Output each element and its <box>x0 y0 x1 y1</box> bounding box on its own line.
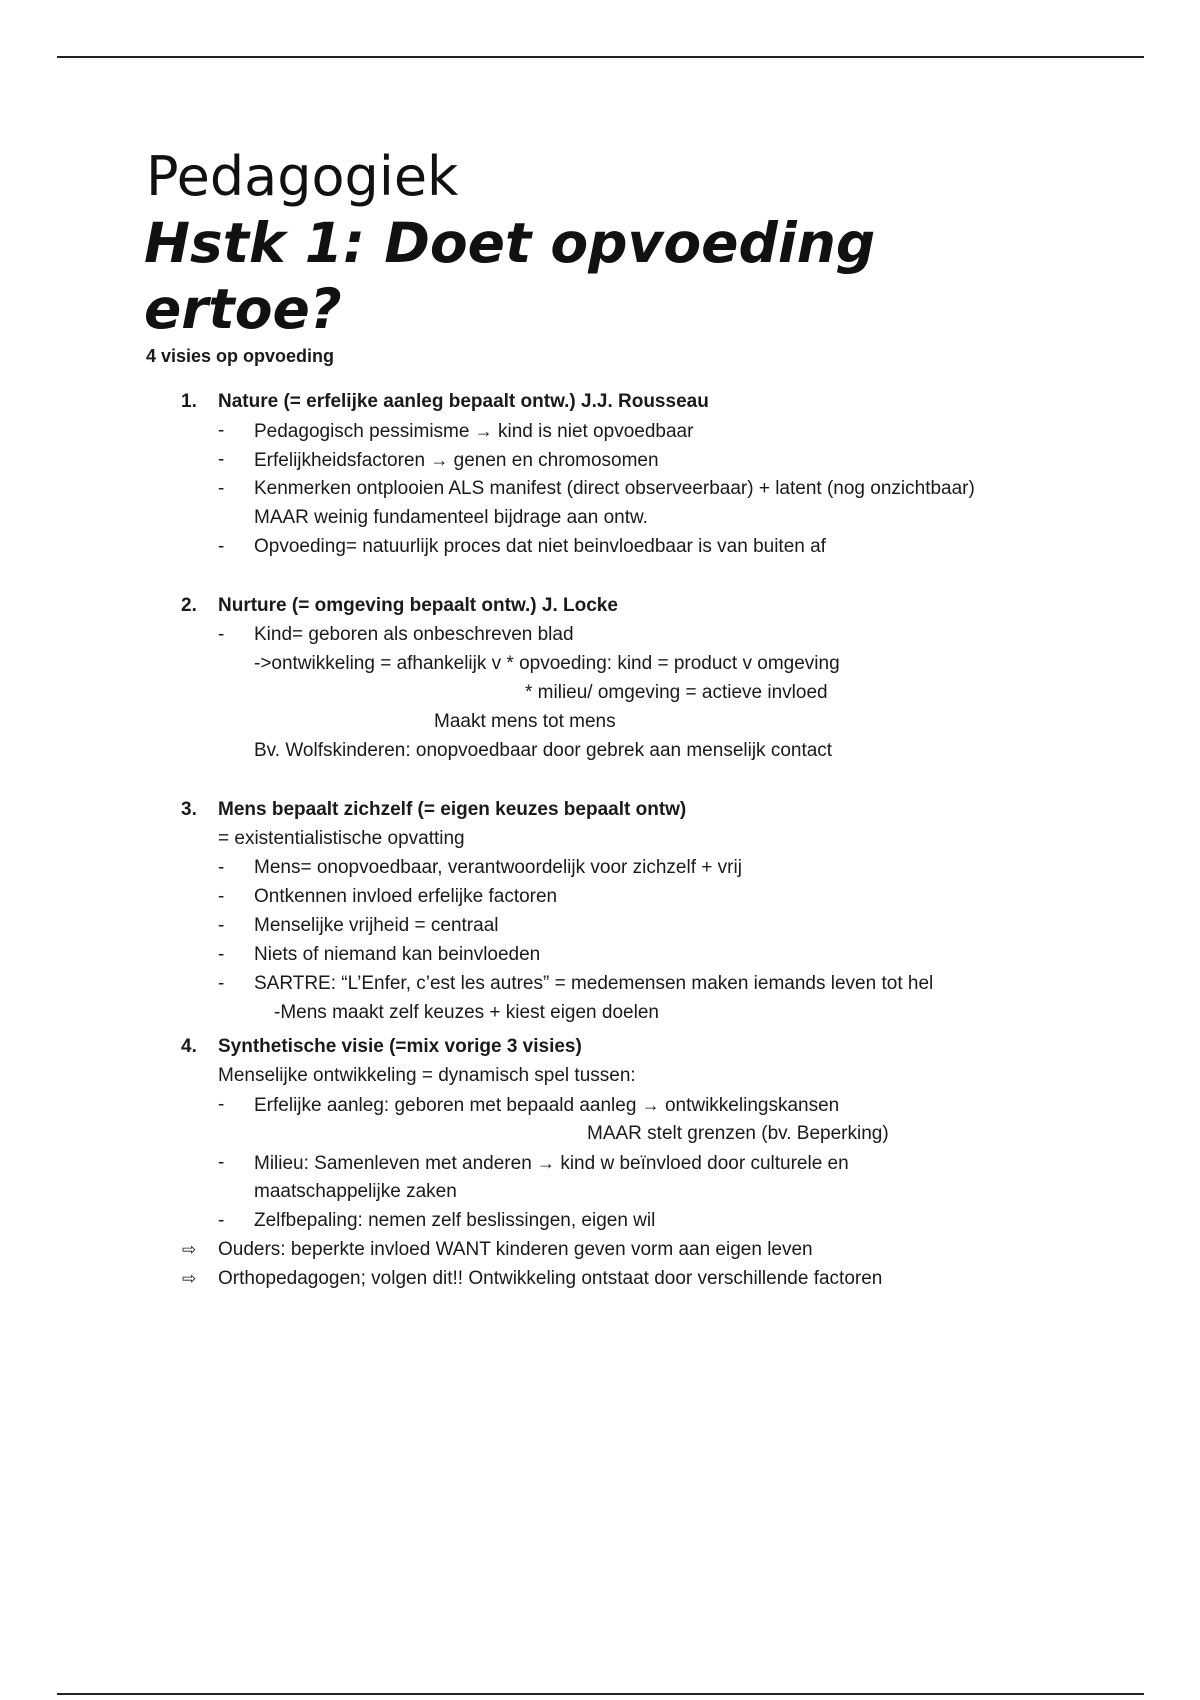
section4-subtitle: Menselijke ontwikkeling = dynamisch spel tussen: <box>218 1065 636 1086</box>
section1-bullet2 <box>254 447 659 474</box>
chapter-heading-line2: ertoe? <box>144 277 342 341</box>
subtitle: 4 visies op opvoeding <box>146 346 335 366</box>
bullet-dash: - <box>218 536 225 557</box>
section4-title: Synthetische visie (=mix vorige 3 visies) <box>218 1036 582 1057</box>
chapter-heading <box>144 210 1044 342</box>
conclusion-parents: Ouders: beperkte invloed WANT kinderen geven vorm aan eigen leven <box>218 1239 813 1260</box>
footer-rule <box>57 1693 1144 1695</box>
section4-bullet1-text: Erfelijke aanleg: geboren met bepaald aanleg <box>254 1095 637 1116</box>
section3-number: 3. <box>181 799 197 820</box>
section1-number: 1. <box>181 391 197 412</box>
bullet-dash: - <box>218 478 225 499</box>
arrow-icon: → <box>430 450 449 470</box>
section4-bullet2-result: kind w beïnvloed door culturele en <box>560 1153 849 1174</box>
section4-bullet2-line2: maatschappelijke zaken <box>254 1181 457 1202</box>
section1-bullet1 <box>254 418 693 445</box>
bullet-dash: - <box>218 886 225 907</box>
section2-line3: * milieu/ omgeving = actieve invloed <box>525 682 828 703</box>
section3-bullet2: Ontkennen invloed erfelijke factoren <box>254 886 558 907</box>
bullet-dash: - <box>218 944 225 965</box>
section4-bullet2 <box>254 1150 849 1177</box>
section2-title: Nurture (= omgeving bepaalt ontw.) J. Locke <box>218 595 618 616</box>
header-rule <box>57 56 1144 58</box>
section4-bullet2-text: Milieu: Samenleven met anderen <box>254 1153 532 1174</box>
section1-bullet1-result: kind is niet opvoedbaar <box>498 421 694 442</box>
chapter-heading-line1: Hstk 1: Doet opvoeding <box>144 211 876 275</box>
section1-bullet4: Opvoeding= natuurlijk proces dat niet beinvloedbaar is van buiten af <box>254 536 826 557</box>
section4-bullet1-line2: MAAR stelt grenzen (bv. Beperking) <box>587 1123 889 1144</box>
section2-line2: ->ontwikkeling = afhankelijk v * opvoeding: kind = product v omgeving <box>254 653 840 674</box>
bullet-dash: - <box>218 449 225 470</box>
bullet-dash: - <box>218 1094 225 1115</box>
section3-bullet4: Niets of niemand kan beinvloeden <box>254 944 541 965</box>
arrow-icon: → <box>474 421 493 441</box>
section1-bullet3-line1: Kenmerken ontplooien ALS manifest (direct observeerbaar) + latent (nog onzichtbaar) <box>254 478 975 499</box>
section1-bullet2-text: Erfelijkheidsfactoren <box>254 450 426 471</box>
bullet-dash: - <box>218 624 225 645</box>
bullet-dash: - <box>218 1210 225 1231</box>
outline-arrow-icon: ⇨ <box>182 1240 197 1259</box>
section4-bullet1-result: ontwikkelingskansen <box>664 1095 840 1116</box>
bullet-dash: - <box>218 915 225 936</box>
bullet-dash: - <box>218 1152 225 1173</box>
section3-subtitle: = existentialistische opvatting <box>218 828 465 849</box>
section3-bullet5: SARTRE: “L’Enfer, c’est les autres” = medemensen maken iemands leven tot hel <box>254 973 934 994</box>
section1-bullet2-result: genen en chromosomen <box>453 450 659 471</box>
section3-bullet1: Mens= onopvoedbaar, verantwoordelijk voor zichzelf + vrij <box>254 857 742 878</box>
section1-bullet3-line2: MAAR weinig fundamenteel bijdrage aan ontw. <box>254 507 648 528</box>
section3-bullet3: Menselijke vrijheid = centraal <box>254 915 499 936</box>
section4-bullet1 <box>254 1092 839 1119</box>
section4-number: 4. <box>181 1036 197 1057</box>
conclusion-orthopedagogues: Orthopedagogen; volgen dit!! Ontwikkeling ontstaat door verschillende factoren <box>218 1268 883 1289</box>
section2-number: 2. <box>181 595 197 616</box>
section2-line5: Bv. Wolfskinderen: onopvoedbaar door gebrek aan menselijk contact <box>254 740 833 761</box>
bullet-dash: - <box>218 420 225 441</box>
document-title: Pedagogiek <box>146 145 459 208</box>
section3-title: Mens bepaalt zichzelf (= eigen keuzes bepaalt ontw) <box>218 799 687 820</box>
bullet-dash: - <box>218 857 225 878</box>
section4-bullet3: Zelfbepaling: nemen zelf beslissingen, eigen wil <box>254 1210 656 1231</box>
section3-bullet6: -Mens maakt zelf keuzes + kiest eigen doelen <box>274 1002 659 1023</box>
arrow-icon: → <box>641 1095 660 1115</box>
section2-line4: Maakt mens tot mens <box>434 711 616 732</box>
arrow-icon: → <box>537 1153 556 1173</box>
section1-bullet1-text: Pedagogisch pessimisme <box>254 421 470 442</box>
section1-title: Nature (= erfelijke aanleg bepaalt ontw.) J.J. Rousseau <box>218 391 709 412</box>
bullet-dash: - <box>218 973 225 994</box>
section2-bullet1: Kind= geboren als onbeschreven blad <box>254 624 574 645</box>
outline-arrow-icon: ⇨ <box>182 1269 197 1288</box>
